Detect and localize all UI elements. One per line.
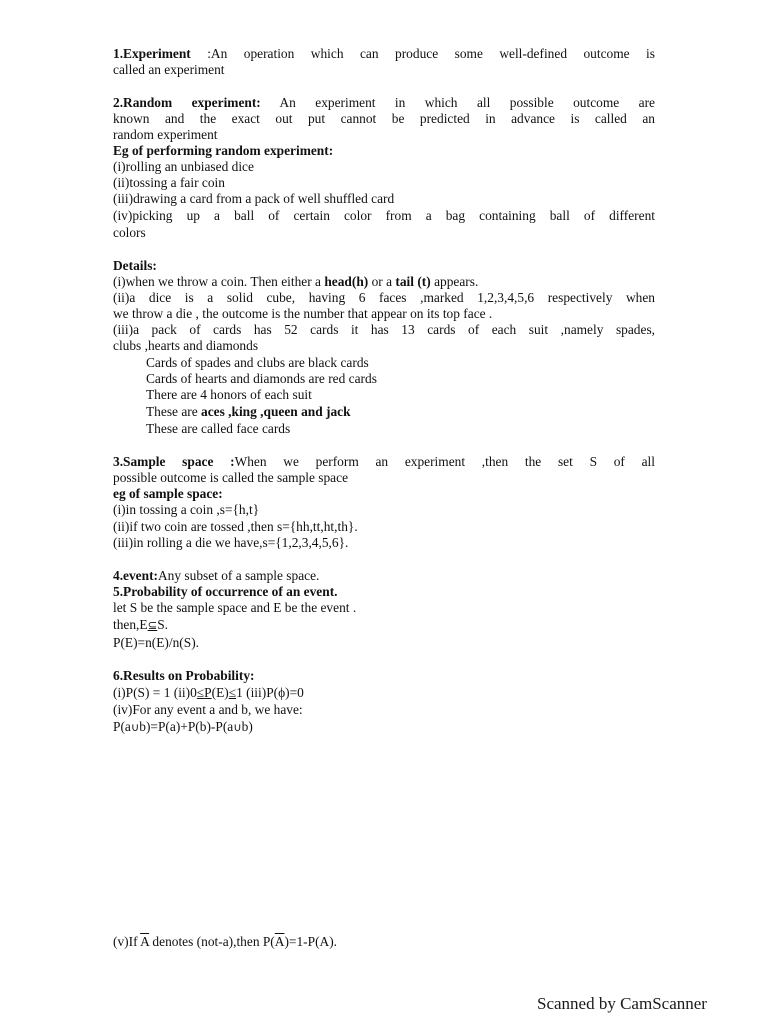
experiment-definition-line-2: called an experiment [113, 62, 225, 77]
phi-symbol: ϕ [278, 685, 286, 700]
sample-space-example-2: (ii)if two coin are tossed ,then s={hh,tt,ht,th}. [113, 519, 358, 534]
details-cards-line-2: clubs ,hearts and diamonds [113, 338, 259, 353]
probability-line-2: then,E⊆S. [113, 617, 169, 632]
sample-space-line-2: possible outcome is called the sample space [113, 470, 349, 485]
probability-formula: P(E)=n(E)/n(S). [113, 635, 200, 650]
results-line-2: (iv)For any event a and b, we have: [113, 702, 303, 717]
random-experiment-line-2: known and the exact out put cannot be predicted in advance is called an [113, 111, 655, 126]
random-experiment-example-4: (iv)picking up a ball of certain color from a bag containing ball of different [113, 208, 655, 223]
details-cards-item-2: Cards of hearts and diamonds are red cards [146, 371, 377, 386]
sample-space-heading: 3.Sample space : [113, 454, 235, 469]
results-line-3: P(a∪b)=P(a)+P(b)-P(a∪b) [113, 719, 253, 734]
sample-space-examples-heading: eg of sample space: [113, 486, 223, 501]
experiment-heading: 1.Experiment [113, 46, 191, 61]
union-symbol: ∪ [233, 720, 242, 734]
random-experiment-example-3: (iii)drawing a card from a pack of well shuffled card [113, 191, 395, 206]
details-cards-item-5: These are called face cards [146, 421, 291, 436]
details-dice-line-1: (ii)a dice is a solid cube, having 6 faces ,marked 1,2,3,4,5,6 respectively when [113, 290, 655, 305]
details-cards-item-1: Cards of spades and clubs are black cards [146, 355, 369, 370]
random-experiment-line-1: 2.Random experiment: An experiment in which all possible outcome are [113, 95, 655, 110]
details-coin-line: (i)when we throw a coin. Then either a head(h) or a tail (t) appears. [113, 274, 479, 289]
sample-space-example-1: (i)in tossing a coin ,s={h,t} [113, 502, 260, 517]
details-dice-line-2: we throw a die , the outcome is the number that appear on its top face . [113, 306, 493, 321]
random-experiment-examples-heading: Eg of performing random experiment: [113, 143, 334, 158]
results-heading: 6.Results on Probability: [113, 668, 255, 683]
details-cards-item-3: There are 4 honors of each suit [146, 387, 312, 402]
random-experiment-example-2: (ii)tossing a fair coin [113, 175, 225, 190]
details-heading: Details: [113, 258, 157, 273]
random-experiment-example-1: (i)rolling an unbiased dice [113, 159, 254, 174]
details-cards-line-1: (iii)a pack of cards has 52 cards it has 13 cards of each suit ,namely spades, [113, 322, 655, 337]
random-experiment-example-4-cont: colors [113, 225, 146, 240]
event-heading: 4.event: [113, 568, 158, 583]
probability-occurrence-heading: 5.Probability of occurrence of an event. [113, 584, 338, 599]
sample-space-line-1: 3.Sample space :When we perform an experiment ,then the set S of all [113, 454, 655, 469]
probability-line-1: let S be the sample space and E be the event . [113, 600, 357, 615]
random-experiment-line-3: random experiment [113, 127, 218, 142]
sample-space-example-3: (iii)in rolling a die we have,s={1,2,3,4,5,6}. [113, 535, 349, 550]
experiment-definition-line-1: 1.Experiment :An operation which can produce some well-defined outcome is [113, 46, 655, 61]
results-line-1: (i)P(S) = 1 (ii)0≤P(E)≤1 (iii)P(ϕ)=0 [113, 685, 304, 700]
results-line-5: (v)If $\overline{A}$ denotes (not-a),then $P(\overline{A})=1-P(A)$. [113, 934, 338, 949]
random-experiment-heading: 2.Random experiment: [113, 95, 261, 110]
scanner-watermark: Scanned by CamScanner [537, 994, 707, 1013]
subset-symbol: ⊆ [147, 618, 158, 632]
event-definition: 4.event:Any subset of a sample space. [113, 568, 320, 583]
union-symbol: ∪ [130, 720, 140, 734]
details-cards-item-4: These are aces ,king ,queen and jack [146, 404, 351, 419]
